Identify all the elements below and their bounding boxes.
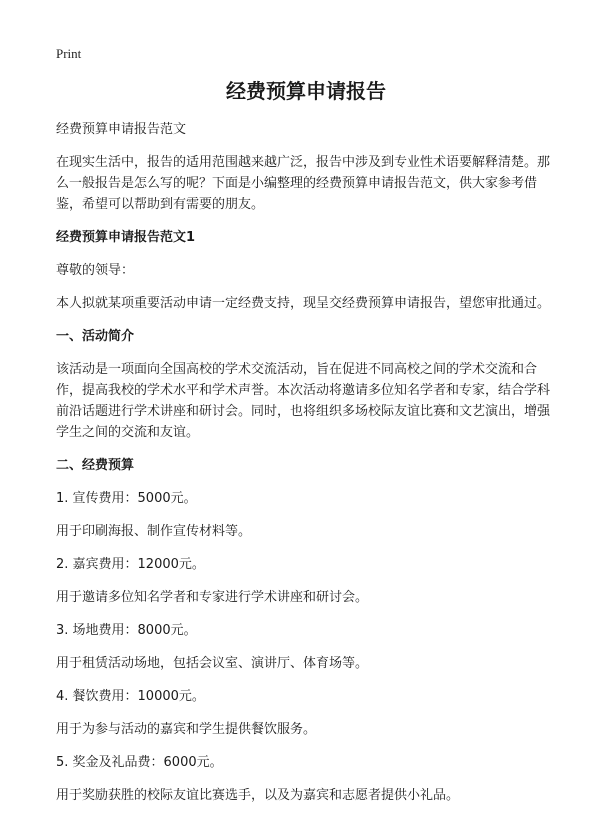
budget-item-label: 1. 宣传费用：5000元。 xyxy=(56,491,197,506)
budget-item-label: 5. 奖金及礼品费：6000元。 xyxy=(56,755,223,770)
budget-item-label: 2. 嘉宾费用：12000元。 xyxy=(56,557,205,572)
sample-heading: 经费预算申请报告范文1 xyxy=(56,230,196,245)
section-intro-body: 该活动是一项面向全国高校的学术交流活动，旨在促进不同高校之间的学术交流和合作，提高我校的学术水平和学术声誉。本次活动将邀请多位知名学者和专家，结合学科前沿话题进行学术讲座和研讨会。同时，也将组织多场校际友谊比赛和文艺演出，增强学生之间的交流和友谊。 xyxy=(56,362,551,440)
intro-paragraph: 在现实生活中，报告的适用范围越来越广泛，报告中涉及到专业性术语要解释清楚。那么一般报告是怎么写的呢？下面是小编整理的经费预算申请报告范文，供大家参考借鉴，希望可以帮助到有需要的朋友。 xyxy=(56,155,551,212)
budget-item-desc: 用于邀请多位知名学者和专家进行学术讲座和研讨会。 xyxy=(56,590,369,605)
document-subtitle: 经费预算申请报告范文 xyxy=(56,122,187,137)
print-link[interactable]: Print xyxy=(56,46,82,61)
page-title: 经费预算申请报告 xyxy=(226,79,386,103)
budget-item-desc: 用于印刷海报、制作宣传材料等。 xyxy=(56,524,252,539)
section-heading-budget: 二、经费预算 xyxy=(56,458,135,473)
budget-item-label: 4. 餐饮费用：10000元。 xyxy=(56,689,205,704)
salutation: 尊敬的领导： xyxy=(56,263,135,278)
budget-item-desc: 用于租赁活动场地，包括会议室、演讲厅、体育场等。 xyxy=(56,656,369,671)
budget-item-desc: 用于奖励获胜的校际友谊比赛选手，以及为嘉宾和志愿者提供小礼品。 xyxy=(56,788,460,803)
section-heading-intro: 一、活动简介 xyxy=(56,329,135,344)
budget-item-label: 3. 场地费用：8000元。 xyxy=(56,623,197,638)
opening-paragraph: 本人拟就某项重要活动申请一定经费支持，现呈交经费预算申请报告，望您审批通过。 xyxy=(56,296,551,311)
budget-item-desc: 用于为参与活动的嘉宾和学生提供餐饮服务。 xyxy=(56,722,317,737)
document-body xyxy=(56,119,556,818)
